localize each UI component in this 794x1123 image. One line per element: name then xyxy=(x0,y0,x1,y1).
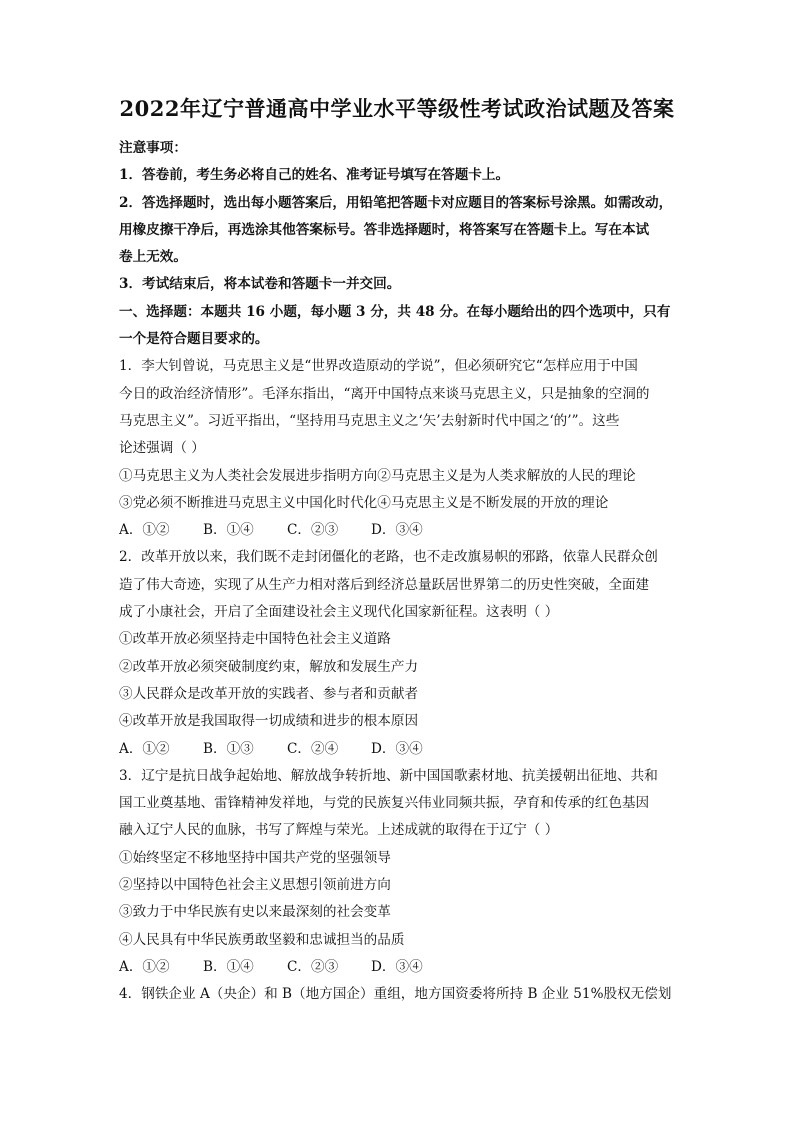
choice-d: D．③④ xyxy=(371,740,423,757)
q4-stem-line: 4．钢铁企业 A（央企）和 B（地方国企）重组，地方国资委将所持 B 企业 51%股权无偿划 xyxy=(119,986,672,1003)
q3-option-line: ②坚持以中国特色社会主义思想引领前进方向 xyxy=(119,877,391,894)
q3-option-line: ③致力于中华民族有史以来最深刻的社会变革 xyxy=(119,904,391,921)
q1-stem-line: 1．李大钊曾说，马克思主义是“世界改造原动的学说”，但必须研究它“怎样应用于中国 xyxy=(119,358,638,375)
q2-option-line: ①改革开放必须坚持走中国特色社会主义道路 xyxy=(119,631,391,648)
choice-c: C．②③ xyxy=(287,522,339,539)
q2-stem-line: 成了小康社会，开启了全面建设社会主义现代化国家新征程。这表明（ ） xyxy=(119,604,559,621)
q3-choices xyxy=(119,954,675,981)
q1-option-line: ③党必须不断推进马克思主义中国化时代化④马克思主义是不断发展的开放的理论 xyxy=(119,494,609,511)
section-heading: 一个是符合题目要求的。 xyxy=(119,331,269,348)
choice-a: A．①② xyxy=(119,740,170,757)
choice-a: A．①② xyxy=(119,522,170,539)
q3-stem-line: 3．辽宁是抗日战争起始地、解放战争转折地、新中国国歌素材地、抗美援朝出征地、共和 xyxy=(119,767,658,784)
choice-b: B．①③ xyxy=(203,740,254,757)
q3-stem-line: 国工业奠基地、雷锋精神发祥地，与党的民族复兴伟业同频共振，孕育和传承的红色基因 xyxy=(119,795,650,812)
section-heading: 一、选择题：本题共 16 小题，每小题 3 分，共 48 分。在每小题给出的四个选项中，只有 xyxy=(119,303,671,320)
choice-b: B．①④ xyxy=(203,522,254,539)
notice-heading: 注意事项： xyxy=(119,140,187,156)
q3-option-line: ①始终坚定不移地坚持中国共产党的坚强领导 xyxy=(119,849,391,866)
q2-stem-line: 2．改革开放以来，我们既不走封闭僵化的老路，也不走改旗易帜的邪路，依靠人民群众创 xyxy=(119,549,658,566)
q2-choices xyxy=(119,736,675,763)
choice-d: D．③④ xyxy=(371,522,423,539)
q3-option-line: ④人民具有中华民族勇敢坚毅和忠诚担当的品质 xyxy=(119,931,405,948)
q2-option-line: ③人民群众是改革开放的实践者、参与者和贡献者 xyxy=(119,685,419,702)
q2-option-line: ④改革开放是我国取得一切成绩和进步的根本原因 xyxy=(119,713,419,730)
choice-c: C．②④ xyxy=(287,740,339,757)
notice-line: 用橡皮擦干净后，再选涂其他答案标号。答非选择题时，将答案写在答题卡上。写在本试 xyxy=(119,221,650,238)
notice-line: 2．答选择题时，选出每小题答案后，用铅笔把答题卡对应题目的答案标号涂黑。如需改动， xyxy=(119,194,673,211)
q3-stem-line: 融入辽宁人民的血脉，书写了辉煌与荣光。上述成就的取得在于辽宁（ ） xyxy=(119,822,559,839)
document-body xyxy=(119,135,675,1009)
q1-choices xyxy=(119,517,675,544)
notice-line: 3．考试结束后，将本试卷和答题卡一并交回。 xyxy=(119,276,401,293)
choice-b: B．①④ xyxy=(203,958,254,975)
q1-stem-line: 马克思主义”。习近平指出，“坚持用马克思主义之‘矢’去射新时代中国之‘的’”。这些 xyxy=(119,412,620,429)
q1-stem-line: 论述强调（ ） xyxy=(119,440,205,457)
q1-option-line: ①马克思主义为人类社会发展进步指明方向②马克思主义是为人类求解放的人民的理论 xyxy=(119,467,636,484)
q2-stem-line: 造了伟大奇迹，实现了从生产力相对落后到经济总量跃居世界第二的历史性突破，全面建 xyxy=(119,576,650,593)
notice-line: 卷上无效。 xyxy=(119,249,187,266)
choice-c: C．②③ xyxy=(287,958,339,975)
choice-a: A．①② xyxy=(119,958,170,975)
choice-d: D．③④ xyxy=(371,958,423,975)
document-title: 2022年辽宁普通高中学业水平等级性考试政治试题及答案 xyxy=(119,96,675,121)
q2-option-line: ②改革开放必须突破制度约束，解放和发展生产力 xyxy=(119,658,419,675)
q1-stem-line: 今日的政治经济情形”。毛泽东指出，“离开中国特点来谈马克思主义，只是抽象的空洞的 xyxy=(119,385,650,402)
notice-line: 1．答卷前，考生务必将自己的姓名、准考证号填写在答题卡上。 xyxy=(119,167,510,184)
